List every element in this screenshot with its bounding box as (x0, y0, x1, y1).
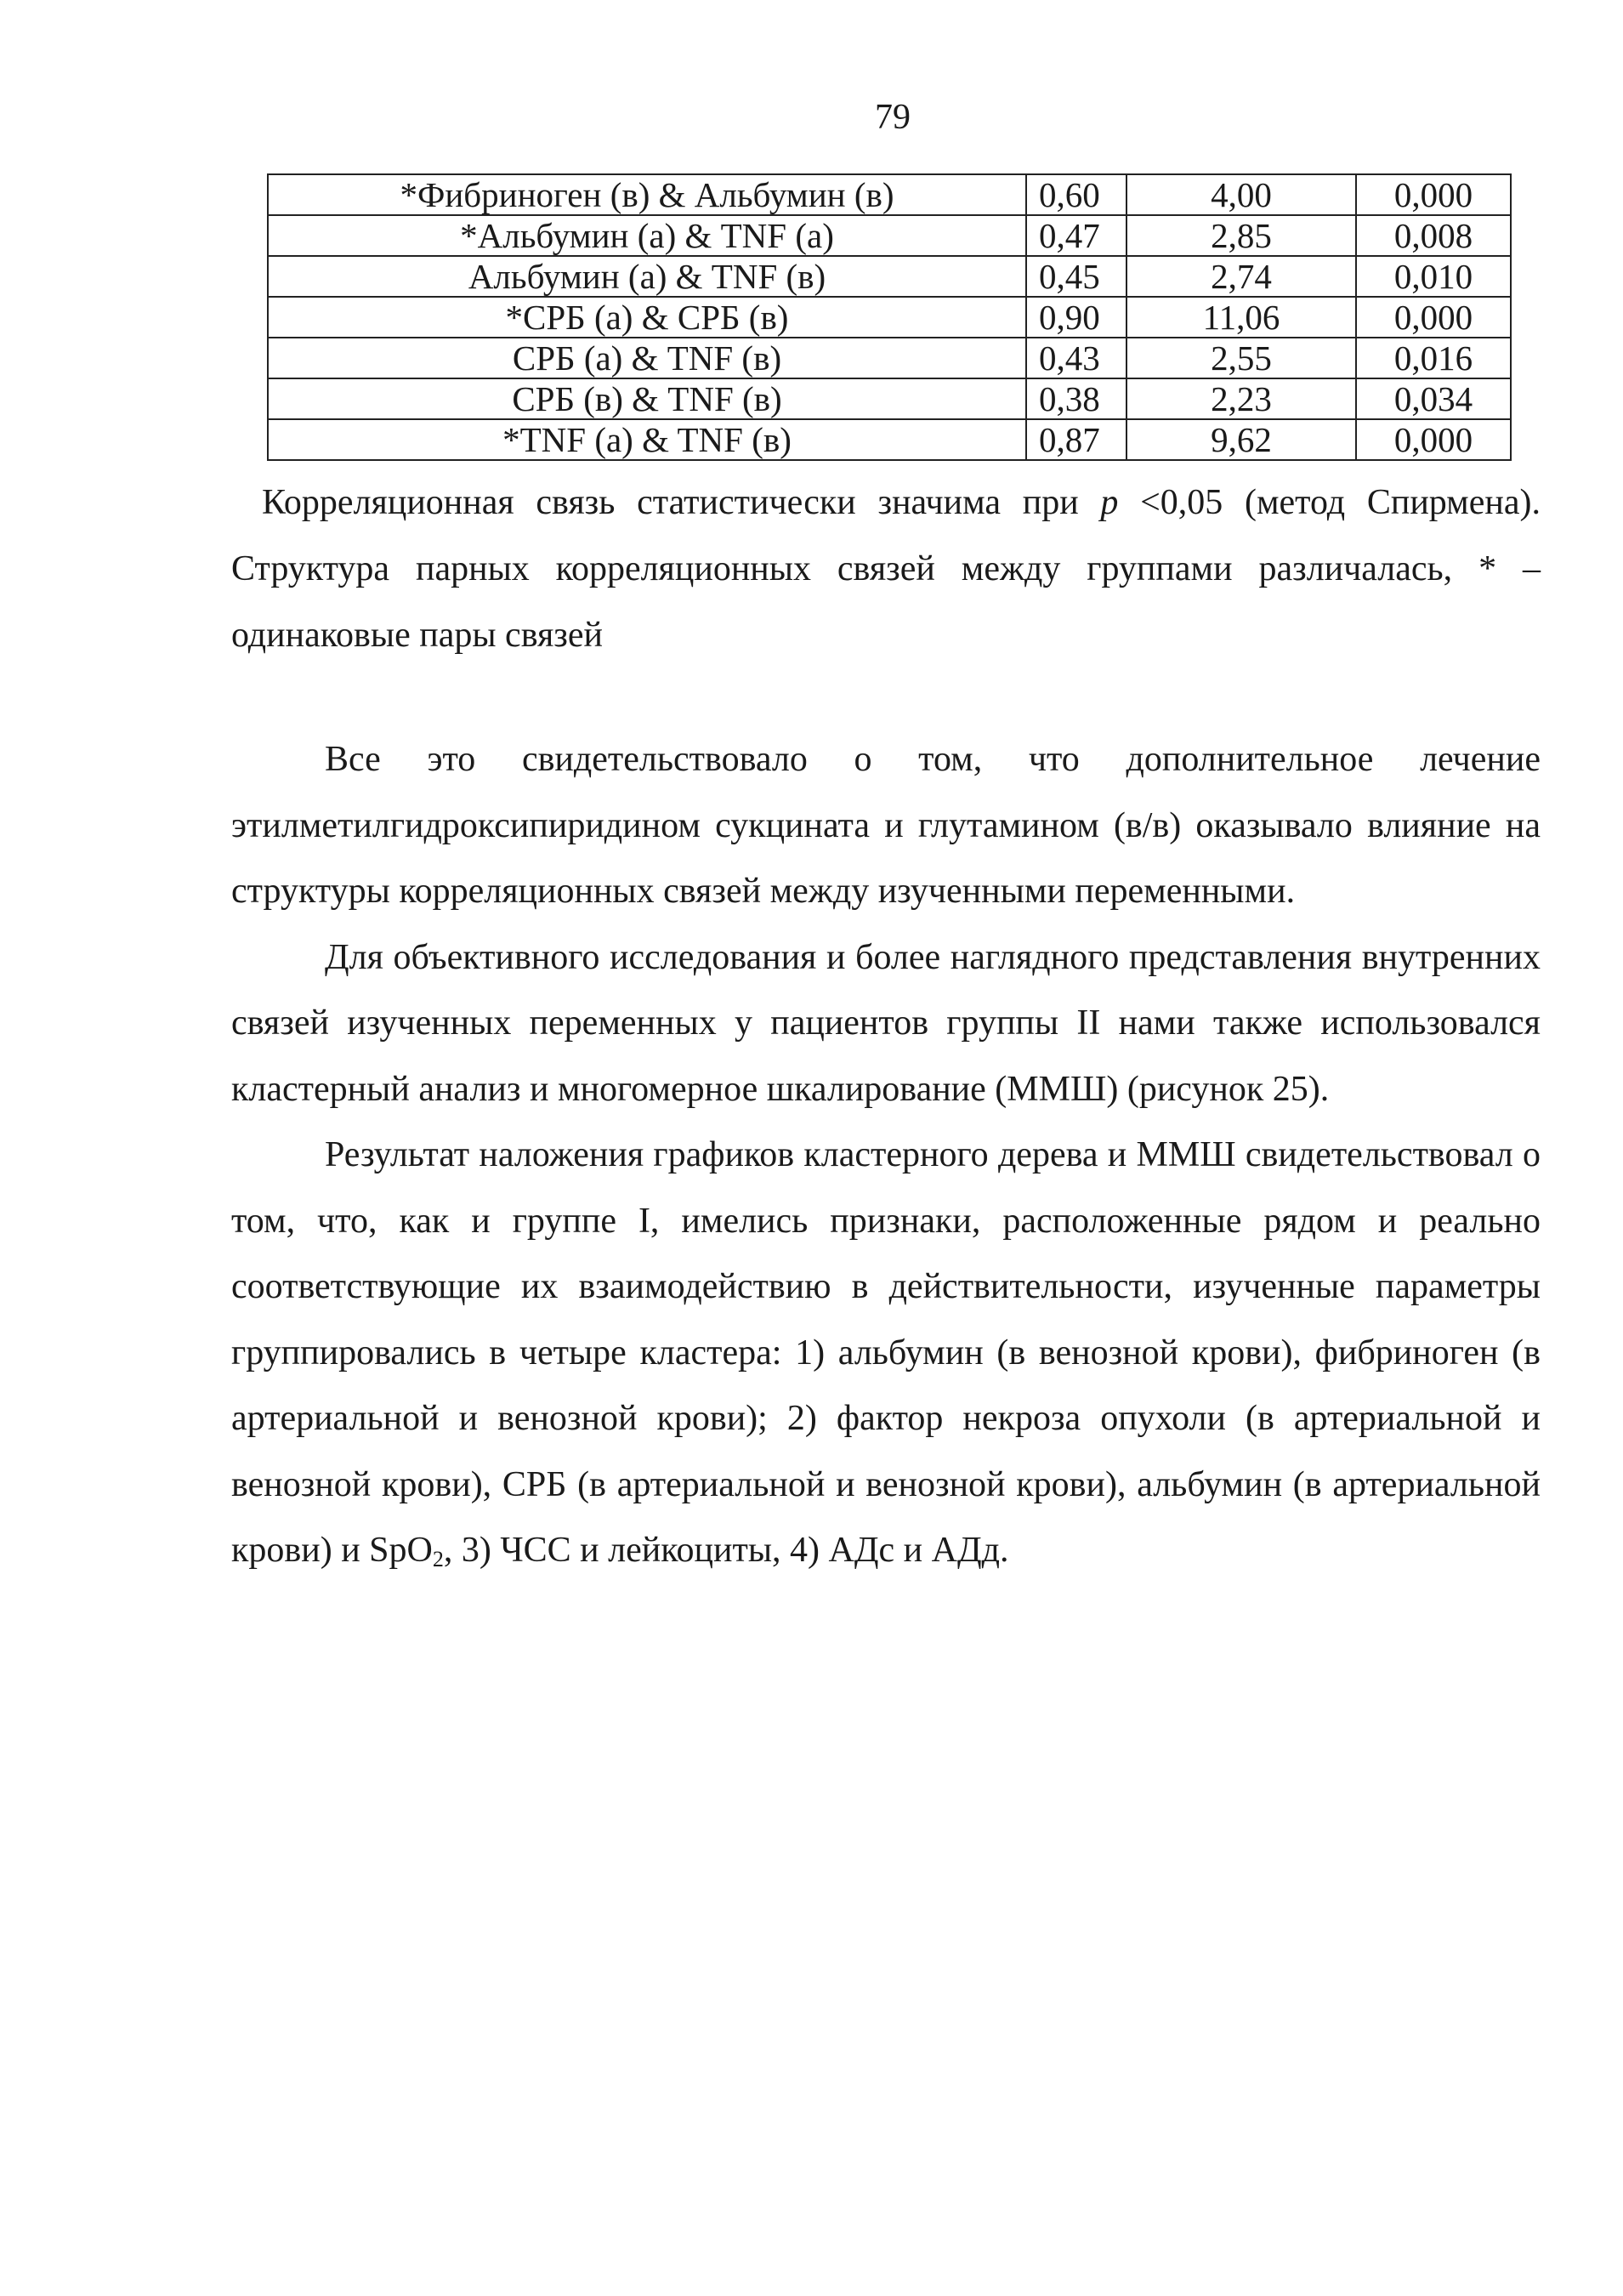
p-value-cell: 0,010 (1356, 256, 1511, 297)
table-row (268, 419, 1511, 460)
paragraph-3-end: , 3) ЧСС и лейкоциты, 4) АДс и АДд. (443, 1531, 1009, 1570)
paragraph-3 (231, 1122, 1541, 1584)
table-row (268, 174, 1511, 215)
t-cell: 4,00 (1126, 174, 1356, 215)
paragraph-2: Для объективного исследования и более наглядного представления внутренних связей изученных переменных у пациентов группы II нами также использовался кластерный анализ и многомерное шкалирование (ММШ) (рисунок 25). (231, 937, 1541, 1109)
r-cell: 0,87 (1026, 419, 1126, 460)
body-text (231, 727, 1541, 1584)
p-value-cell: 0,000 (1356, 174, 1511, 215)
table-note-text: Корреляционная связь статистически значима при (262, 483, 1101, 522)
pair-cell: СРБ (в) & TNF (в) (268, 378, 1026, 419)
t-cell: 2,55 (1126, 338, 1356, 378)
t-cell: 9,62 (1126, 419, 1356, 460)
t-cell: 2,85 (1126, 215, 1356, 256)
pair-cell: *TNF (а) & TNF (в) (268, 419, 1026, 460)
table-row (268, 338, 1511, 378)
spo2-subscript: 2 (432, 1547, 444, 1571)
pair-cell: *СРБ (а) & СРБ (в) (268, 297, 1026, 338)
t-cell: 11,06 (1126, 297, 1356, 338)
table-note-structure: Структура парных корреляционных связей между группами различалась, * – одинаковые пары связей (231, 549, 1541, 655)
t-cell: 2,74 (1126, 256, 1356, 297)
p-value-cell: 0,008 (1356, 215, 1511, 256)
pair-cell: Альбумин (а) & TNF (в) (268, 256, 1026, 297)
table-note-line1 (231, 469, 1541, 536)
t-cell: 2,23 (1126, 378, 1356, 419)
p-value-cell: 0,000 (1356, 419, 1511, 460)
r-cell: 0,38 (1026, 378, 1126, 419)
p-value-cell: 0,016 (1356, 338, 1511, 378)
r-cell: 0,45 (1026, 256, 1126, 297)
r-cell: 0,60 (1026, 174, 1126, 215)
p-value-cell: 0,034 (1356, 378, 1511, 419)
table-note (231, 469, 1541, 668)
page-number: 79 (875, 98, 911, 137)
table-row (268, 378, 1511, 419)
table-row (268, 256, 1511, 297)
r-cell: 0,47 (1026, 215, 1126, 256)
paragraph-1: Все это свидетельствовало о том, что дополнительное лечение этилметилгидроксипиридином сукцината и глутамином (в/в) оказывало влияние на структуры корреляционных связей между изученными переменными. (231, 740, 1541, 911)
correlation-table-body (268, 174, 1511, 460)
r-cell: 0,90 (1026, 297, 1126, 338)
r-cell: 0,43 (1026, 338, 1126, 378)
table-note-p-symbol: p (1100, 483, 1119, 522)
pair-cell: *Альбумин (а) & TNF (а) (268, 215, 1026, 256)
table-row (268, 215, 1511, 256)
table-note-threshold: <0,05 (метод Спирмена). (1118, 483, 1541, 522)
paragraph-3-text: Результат наложения графиков кластерного дерева и ММШ свидетельствовал о том, что, как и группе I, имелись признаки, расположенные рядом и реально соответствующие их взаимодействию в действительности, изученные параметры группировались в четыре кластера: 1) альбумин (в венозной крови), фибриноген (в артериальной и венозной крови); 2) фактор некроза опухоли (в артериальной и венозной крови), СРБ (в артериальной и венозной крови), альбумин (в артериальной крови) и SpO (231, 1135, 1541, 1570)
pair-cell: СРБ (а) & TNF (в) (268, 338, 1026, 378)
correlation-table (267, 173, 1512, 461)
table-row (268, 297, 1511, 338)
p-value-cell: 0,000 (1356, 297, 1511, 338)
pair-cell: *Фибриноген (в) & Альбумин (в) (268, 174, 1026, 215)
